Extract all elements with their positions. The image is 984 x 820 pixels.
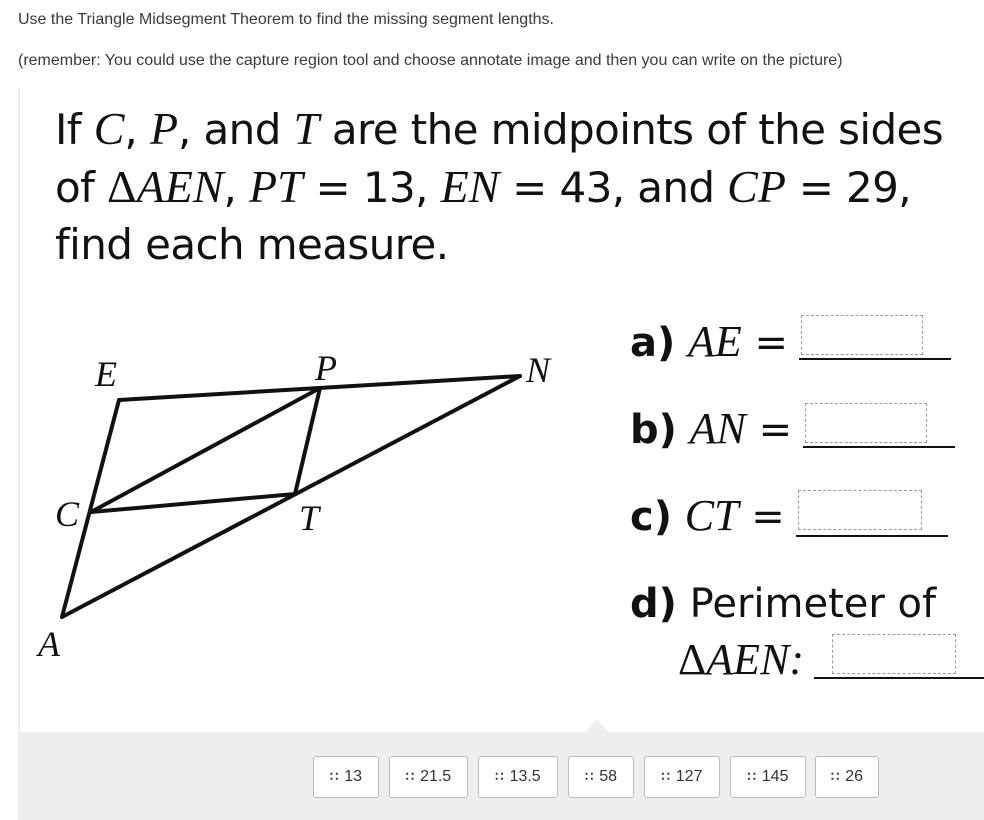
tray-pointer: [585, 720, 609, 732]
choice-value: 145: [761, 768, 789, 785]
vertex-label-e: E: [95, 354, 117, 394]
q-text: = 43, and: [499, 163, 728, 212]
question-line-2: [55, 158, 980, 216]
choice-value: 26: [845, 768, 864, 785]
answer-letter: a): [630, 320, 676, 366]
drag-handle-icon: ∷: [329, 769, 338, 784]
drag-handle-icon: ∷: [747, 769, 755, 784]
drag-handle-icon: ∷: [830, 769, 839, 784]
choice-chip[interactable]: [568, 756, 634, 798]
q-var-t: T: [293, 103, 320, 154]
choice-chip[interactable]: [815, 756, 879, 798]
drag-handle-icon: ∷: [661, 769, 669, 784]
side-an: [62, 376, 520, 617]
question-text: [55, 100, 980, 273]
segment-ct: CT: [684, 491, 739, 540]
choice-chip[interactable]: [478, 756, 558, 798]
segment-ae: AE: [688, 317, 742, 366]
answer-a-drop-zone[interactable]: [801, 315, 923, 355]
question-line-3: find each measure.: [55, 220, 449, 269]
instruction-text: Use the Triangle Midsegment Theorem to find the missing segment lengths.: [18, 11, 554, 28]
answer-c-label: [630, 490, 785, 541]
q-text: , and: [178, 105, 294, 154]
q-var-c: C: [93, 103, 125, 154]
choice-value: 13: [344, 768, 363, 785]
colon: :: [789, 635, 805, 684]
q-text: ,: [223, 163, 250, 212]
delta-symbol: Δ: [678, 635, 707, 684]
q-text: If: [55, 105, 94, 154]
choice-chip[interactable]: [730, 756, 806, 798]
triangle-diagram: [0, 330, 600, 670]
answer-d-line: [814, 677, 984, 679]
vertex-label-t: T: [299, 498, 320, 538]
answer-a-line: [799, 358, 951, 360]
drag-handle-icon: ∷: [584, 769, 593, 784]
choice-chip[interactable]: [313, 756, 379, 798]
drag-handle-icon: ∷: [495, 769, 503, 784]
drag-handle-icon: ∷: [405, 769, 414, 784]
segment-an: AN: [689, 404, 746, 453]
equals-sign: =: [741, 320, 788, 366]
choice-chip[interactable]: [644, 756, 720, 798]
choice-value: 127: [675, 768, 703, 785]
answer-d-label: [630, 581, 936, 627]
q-seg-pt: PT: [249, 161, 303, 212]
question-line-1: [55, 100, 980, 158]
answer-a-label: [630, 316, 788, 367]
equals-sign: =: [745, 407, 793, 453]
q-text: ,: [124, 105, 150, 154]
choice-value: 13.5: [509, 768, 541, 785]
equals-sign: =: [738, 494, 785, 540]
q-seg-cp: CP: [727, 161, 786, 212]
answer-b-line: [803, 446, 955, 448]
choice-value: 21.5: [420, 768, 452, 785]
q-var-p: P: [149, 103, 179, 154]
answer-c-line: [796, 535, 948, 537]
answer-letter: d): [630, 581, 677, 627]
q-seg-en: EN: [440, 161, 500, 212]
midsegment-pt: [295, 388, 320, 494]
answer-b-label: [630, 403, 792, 454]
answer-c-drop-zone[interactable]: [798, 490, 922, 530]
q-triangle: AEN: [136, 161, 224, 212]
answer-b-drop-zone[interactable]: [805, 403, 927, 443]
answer-d-drop-zone[interactable]: [832, 634, 956, 674]
q-text: are the midpoints of the sides: [319, 105, 944, 154]
answer-letter: b): [630, 407, 677, 453]
choice-value: 58: [599, 768, 618, 785]
answer-d-triangle: [678, 634, 804, 685]
perimeter-text: Perimeter of: [676, 581, 937, 627]
choice-chip[interactable]: [389, 756, 468, 798]
vertex-label-c: C: [55, 494, 80, 534]
vertex-label-n: N: [526, 350, 551, 390]
q-text: = 13,: [302, 163, 441, 212]
reminder-text: (remember: You could use the capture region tool and choose annotate image and then you can write on the picture): [18, 52, 843, 69]
vertex-label-p: P: [315, 348, 337, 388]
vertex-label-a: A: [38, 624, 60, 664]
q-text: of: [55, 163, 108, 212]
triangle-aen: AEN: [706, 635, 790, 684]
answer-letter: c): [630, 494, 672, 540]
q-delta: Δ: [107, 161, 137, 212]
q-text: = 29,: [785, 163, 912, 212]
